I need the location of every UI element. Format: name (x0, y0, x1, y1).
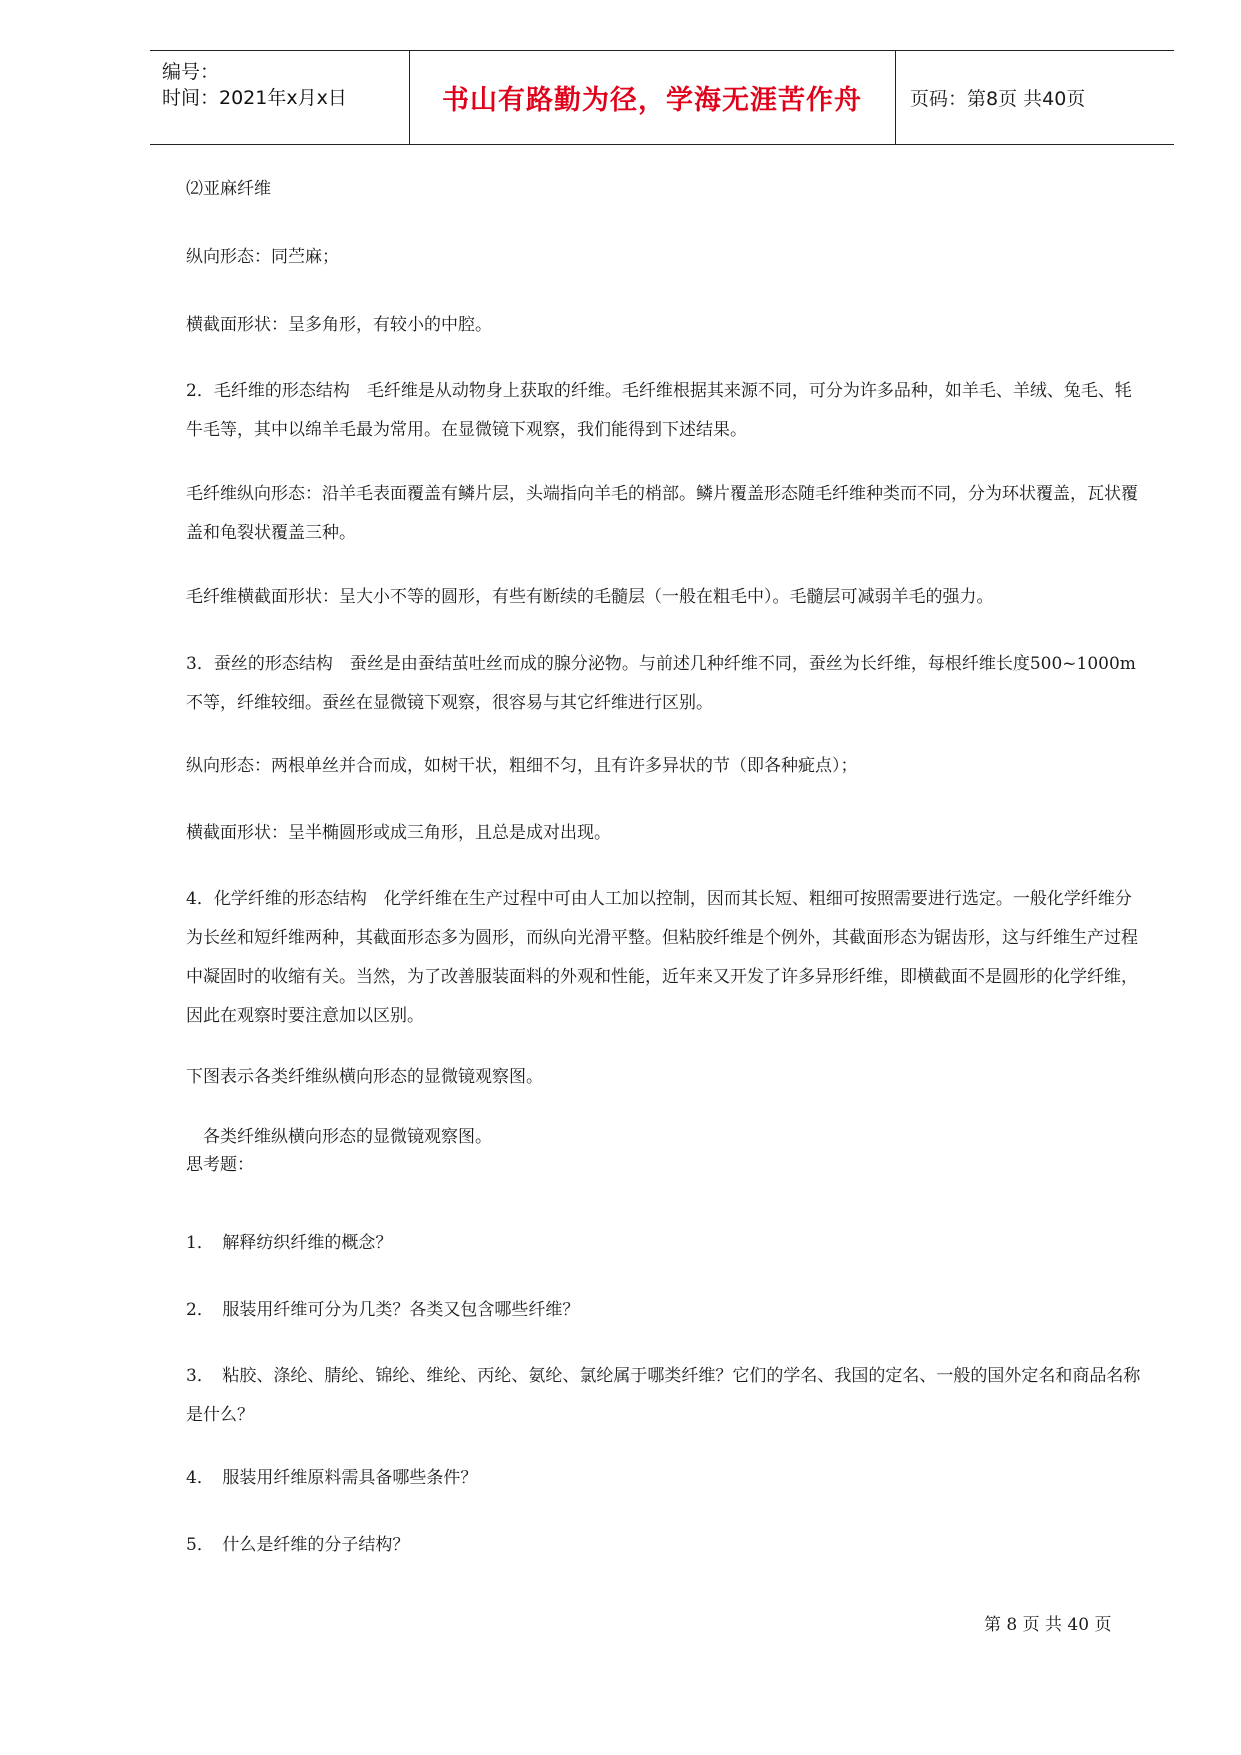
paragraph: 4． 服装用纤维原料需具备哪些条件？ (186, 1468, 478, 1488)
paragraph: 横截面形状：呈半椭圆形或成三角形，且总是成对出现。 (186, 823, 611, 843)
paragraph: 2．毛纤维的形态结构 毛纤维是从动物身上获取的纤维。毛纤维根据其来源不同，可分为许多品种，如羊毛、羊绒、兔毛、牦牛毛等，其中以绵羊毛最为常用。在显微镜下观察，我们能得到下述结果。 (186, 381, 1132, 440)
paragraph: 纵向形态：两根单丝并合而成，如树干状，粗细不匀，且有许多异状的节（即各种疵点）； (186, 756, 858, 776)
time-label: 时间：2021年x月x日 (162, 87, 347, 109)
paragraph: ⑵亚麻纤维 (186, 179, 271, 199)
paragraph: 3． 粘胶、涤纶、腈纶、锦纶、维纶、丙纶、氨纶、氯纶属于哪类纤维？它们的学名、我国的定名、一般的国外定名和商品名称是什么？ (186, 1366, 1141, 1425)
code-label: 编号： (162, 61, 220, 83)
paragraph: 5． 什么是纤维的分子结构？ (186, 1535, 410, 1555)
paragraph: 2． 服装用纤维可分为几类？各类又包含哪些纤维？ (186, 1300, 580, 1320)
paragraph: 1． 解释纺织纤维的概念？ (186, 1233, 393, 1253)
paragraph: 毛纤维横截面形状：呈大小不等的圆形，有些有断续的毛髓层（一般在粗毛中）。毛髓层可减弱羊毛的强力。 (186, 587, 994, 607)
paragraph: 3．蚕丝的形态结构 蚕丝是由蚕结茧吐丝而成的腺分泌物。与前述几种纤维不同，蚕丝为长纤维，每根纤维长度500~1000m不等，纤维较细。蚕丝在显微镜下观察，很容易与其它纤维进行区别。 (186, 654, 1136, 713)
page-footer: 第 8 页 共 40 页 (984, 1615, 1112, 1635)
page-info: 页码：第8页 共40页 (910, 88, 1086, 110)
paragraph: 各类纤维纵横向形态的显微镜观察图。 (186, 1127, 492, 1147)
paragraph: 思考题： (186, 1155, 254, 1175)
paragraph: 纵向形态：同苎麻； (186, 247, 339, 267)
header-motto-cell (409, 51, 896, 144)
motto: 书山有路勤为径，学海无涯苦作舟 (442, 85, 862, 116)
paragraph: 4．化学纤维的形态结构 化学纤维在生产过程中可由人工加以控制，因而其长短、粗细可按照需要进行选定。一般化学纤维分为长丝和短纤维两种，其截面形态多为圆形，而纵向光滑平整。但粘胶纤维是个例外，其截面形态为锯齿形，这与纤维生产过程中凝固时的收缩有关。当然，为了改善服装面料的外观和性能，近年来又开发了许多异形纤维，即横截面不是圆形的化学纤维，因此在观察时要注意加以区别。 (186, 889, 1138, 1026)
header-left-cell (150, 51, 410, 144)
paragraph: 毛纤维纵向形态：沿羊毛表面覆盖有鳞片层，头端指向羊毛的梢部。鳞片覆盖形态随毛纤维种类而不同，分为环状覆盖，瓦状覆盖和龟裂状覆盖三种。 (186, 484, 1138, 543)
header-right-cell (896, 51, 1174, 144)
page-header (150, 50, 1174, 145)
paragraph: 横截面形状：呈多角形，有较小的中腔。 (186, 315, 492, 335)
paragraph: 下图表示各类纤维纵横向形态的显微镜观察图。 (186, 1067, 543, 1087)
